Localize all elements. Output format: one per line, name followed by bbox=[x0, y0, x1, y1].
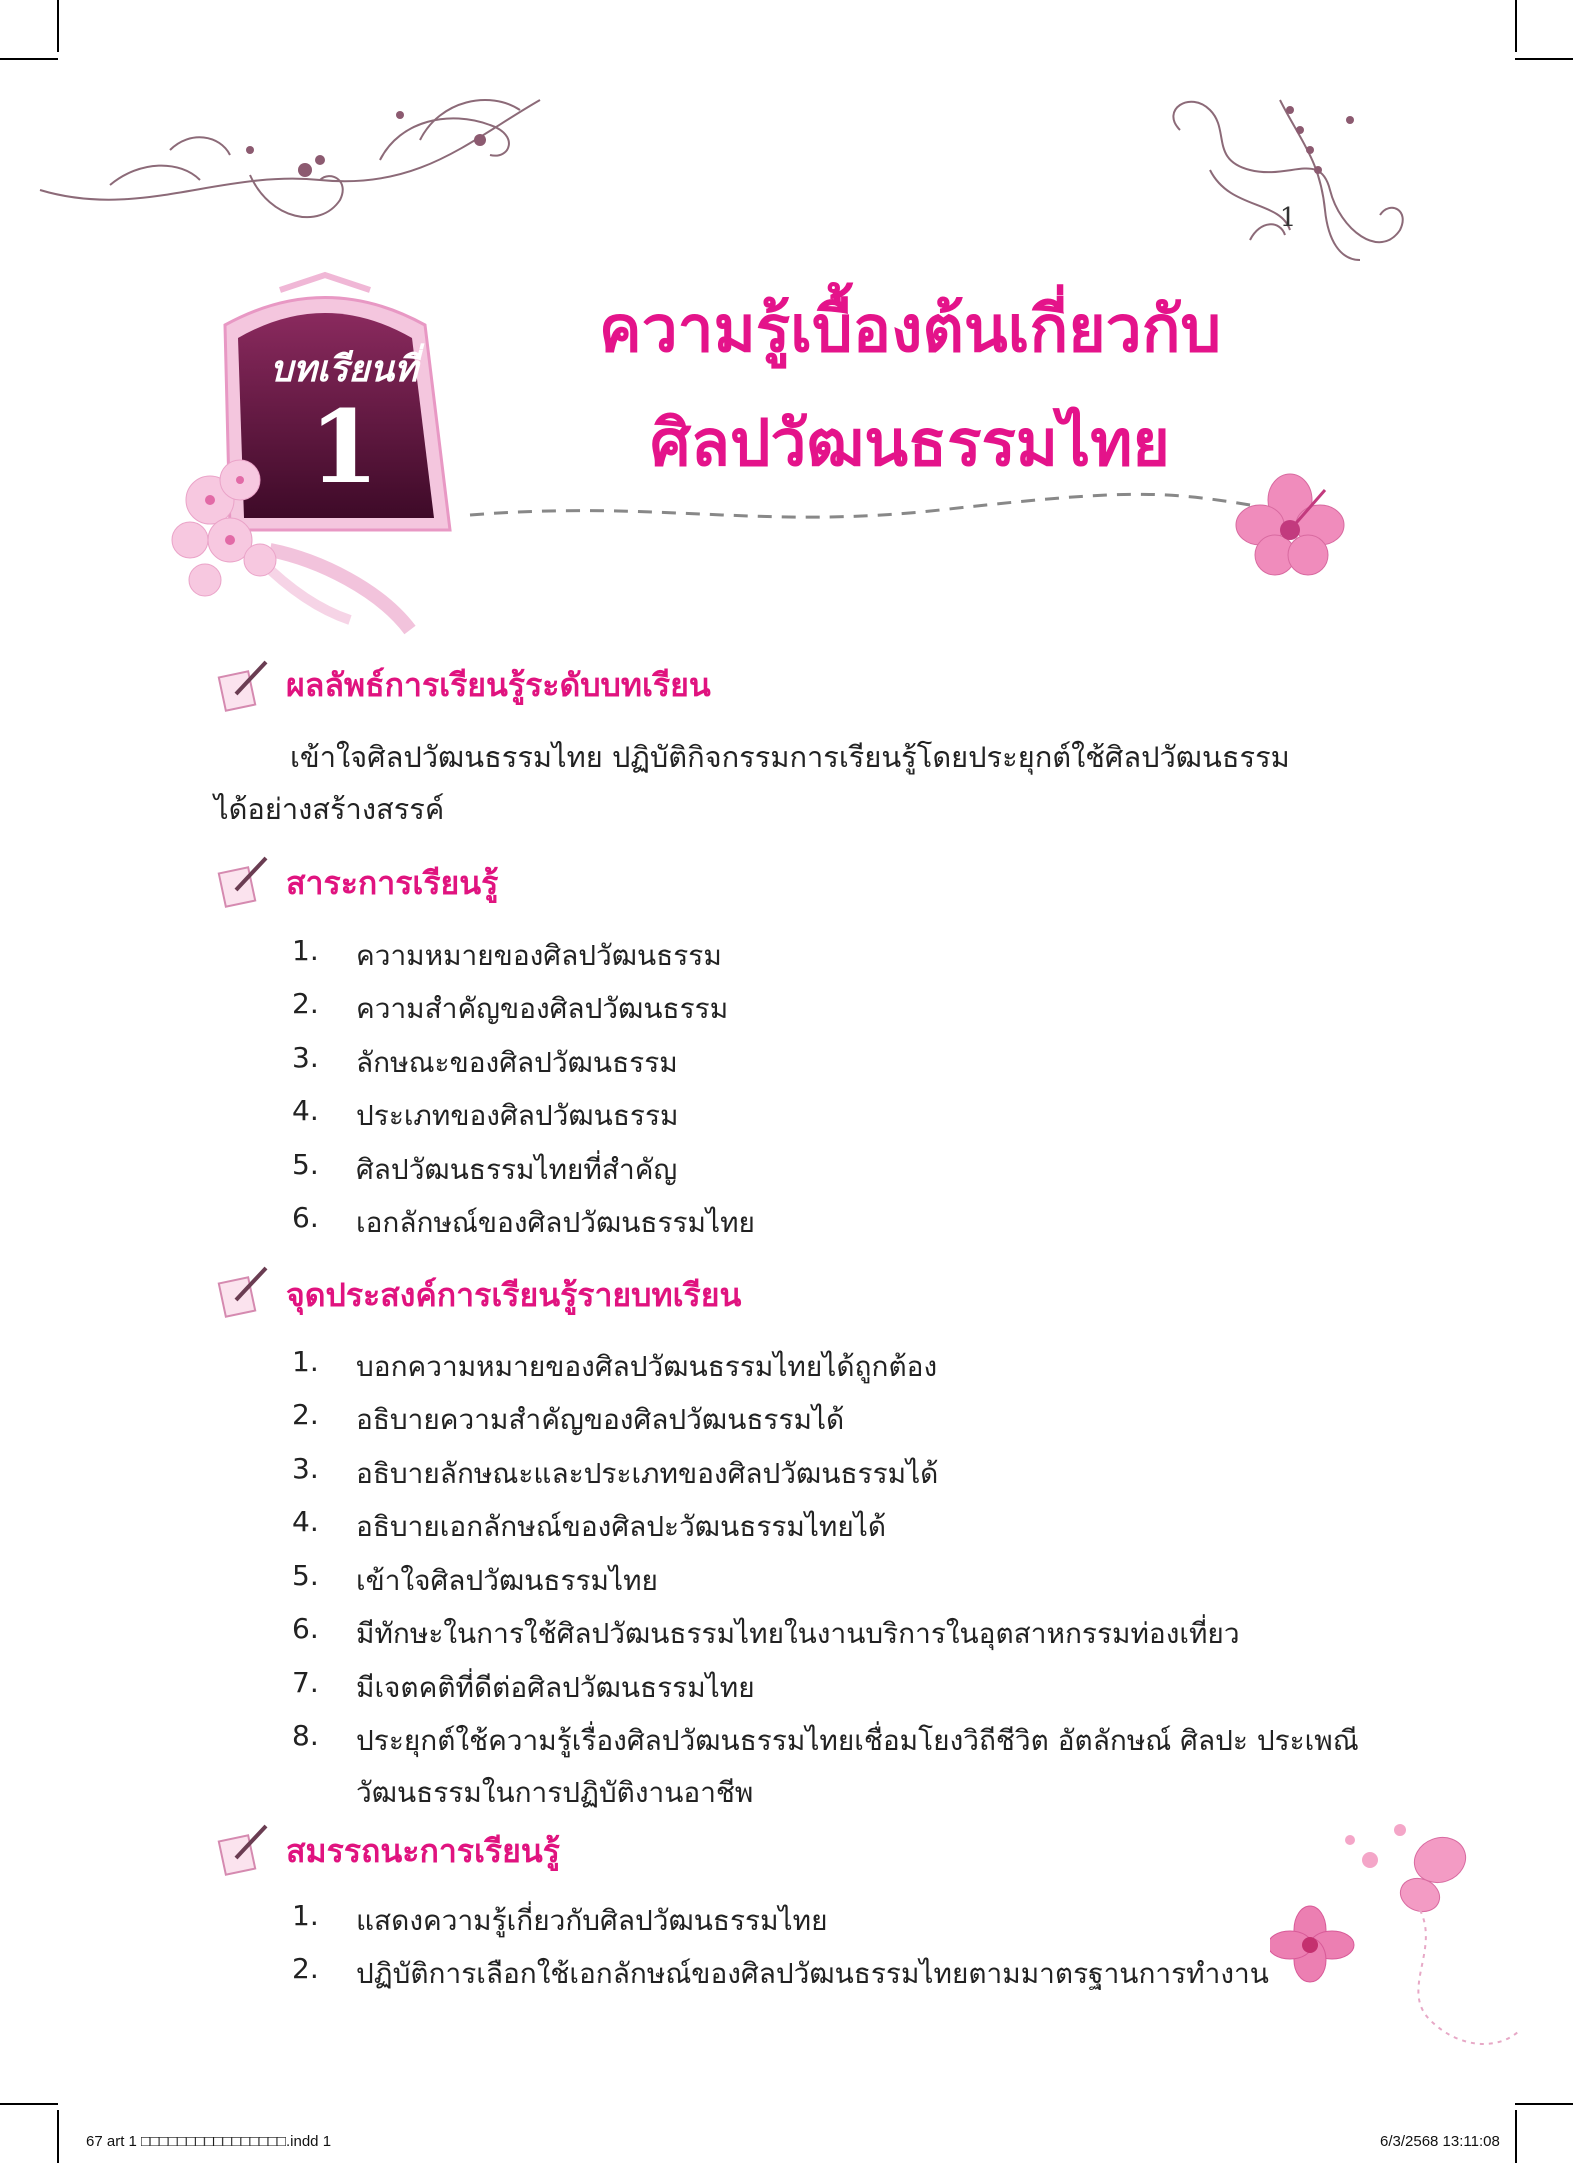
list-number: 8. bbox=[292, 1719, 319, 1752]
list-item: อธิบายเอกลักษณ์ของศิลปะวัฒนธรรมไทยได้ bbox=[356, 1510, 887, 1543]
list-item: มีเจตคติที่ดีต่อศิลปวัฒนธรรมไทย bbox=[356, 1671, 755, 1704]
list-number: 4. bbox=[292, 1094, 319, 1127]
section-heading-content: สาระการเรียนรู้ bbox=[286, 864, 499, 902]
page-number: 1 bbox=[1279, 203, 1297, 233]
chapter-title-line2: ศิลปวัฒนธรรมไทย bbox=[650, 407, 1170, 481]
list-number: 6. bbox=[292, 1201, 319, 1234]
pen-paper-icon bbox=[214, 852, 274, 912]
pen-paper-icon bbox=[214, 1820, 274, 1880]
list-item: ปฏิบัติการเลือกใช้เอกลักษณ์ของศิลปวัฒนธรรมไทยตามมาตรฐานการทำงาน bbox=[356, 1957, 1269, 1990]
dashed-divider bbox=[460, 470, 1260, 550]
list-item: ประเภทของศิลปวัฒนธรรม bbox=[356, 1099, 679, 1132]
list-item-continuation: วัฒนธรรมในการปฏิบัติงานอาชีพ bbox=[356, 1776, 754, 1809]
crop-mark bbox=[1515, 0, 1517, 52]
list-item: แสดงความรู้เกี่ยวกับศิลปวัฒนธรรมไทย bbox=[356, 1904, 828, 1937]
crop-mark bbox=[57, 0, 59, 52]
chapter-title-line1: ความรู้เบื้องต้นเกี่ยวกับ bbox=[598, 293, 1222, 367]
flower-icon bbox=[1230, 470, 1350, 580]
list-number: 5. bbox=[292, 1559, 319, 1592]
list-item: เอกลักษณ์ของศิลปวัฒนธรรมไทย bbox=[356, 1206, 755, 1239]
pen-paper-icon bbox=[214, 1262, 274, 1322]
list-number: 1. bbox=[292, 1899, 319, 1932]
list-number: 4. bbox=[292, 1505, 319, 1538]
list-item: อธิบายลักษณะและประเภทของศิลปวัฒนธรรมได้ bbox=[356, 1457, 939, 1490]
outcomes-paragraph-line2: ได้อย่างสร้างสรรค์ bbox=[214, 792, 445, 826]
butterfly-icon bbox=[1270, 1800, 1530, 2080]
crop-mark bbox=[57, 2110, 59, 2163]
list-number: 3. bbox=[292, 1452, 319, 1485]
list-item: ประยุกต์ใช้ความรู้เรื่องศิลปวัฒนธรรมไทยเชื่อมโยงวิถีชีวิต อัตลักษณ์ ศิลปะ ประเพณี bbox=[356, 1724, 1359, 1757]
section-heading-objectives: จุดประสงค์การเรียนรู้รายบทเรียน bbox=[286, 1276, 742, 1314]
list-number: 6. bbox=[292, 1612, 319, 1645]
list-number: 2. bbox=[292, 987, 319, 1020]
footer-timestamp: 6/3/2568 13:11:08 bbox=[1380, 2133, 1500, 2150]
chapter-label: บทเรียนที่ bbox=[270, 349, 418, 390]
list-number: 2. bbox=[292, 1398, 319, 1431]
crop-mark bbox=[1515, 2110, 1517, 2163]
list-item: บอกความหมายของศิลปวัฒนธรรมไทยได้ถูกต้อง bbox=[356, 1350, 938, 1383]
list-item: ลักษณะของศิลปวัฒนธรรม bbox=[356, 1046, 678, 1079]
pen-paper-icon bbox=[214, 656, 274, 716]
section-heading-outcomes: ผลลัพธ์การเรียนรู้ระดับบทเรียน bbox=[286, 666, 711, 704]
crop-mark bbox=[0, 58, 58, 60]
list-item: มีทักษะในการใช้ศิลปวัฒนธรรมไทยในงานบริการในอุตสาหกรรมท่องเที่ยว bbox=[356, 1617, 1240, 1650]
list-item: ความหมายของศิลปวัฒนธรรม bbox=[356, 939, 722, 972]
list-number: 5. bbox=[292, 1148, 319, 1181]
list-item: อธิบายความสำคัญของศิลปวัฒนธรรมได้ bbox=[356, 1403, 845, 1436]
swirl-ornament-icon bbox=[1150, 90, 1420, 270]
list-number: 7. bbox=[292, 1666, 319, 1699]
chapter-number: 1 bbox=[309, 388, 379, 506]
list-number: 1. bbox=[292, 1345, 319, 1378]
swirl-ornament-icon bbox=[20, 80, 560, 240]
crop-mark bbox=[1515, 2103, 1573, 2105]
list-number: 2. bbox=[292, 1952, 319, 1985]
list-item: เข้าใจศิลปวัฒนธรรมไทย bbox=[356, 1564, 658, 1597]
section-heading-competencies: สมรรถนะการเรียนรู้ bbox=[286, 1832, 560, 1870]
outcomes-paragraph-line1: เข้าใจศิลปวัฒนธรรมไทย ปฏิบัติกิจกรรมการเรียนรู้โดยประยุกต์ใช้ศิลปวัฒนธรรม bbox=[290, 740, 1290, 774]
list-number: 3. bbox=[292, 1041, 319, 1074]
crop-mark bbox=[1515, 58, 1573, 60]
list-number: 1. bbox=[292, 934, 319, 967]
footer-file-info: 67 art 1 □□□□□□□□□□□□□□□□.indd 1 bbox=[86, 2133, 332, 2150]
crop-mark bbox=[0, 2103, 58, 2105]
list-item: ศิลปวัฒนธรรมไทยที่สำคัญ bbox=[356, 1153, 678, 1186]
list-item: ความสำคัญของศิลปวัฒนธรรม bbox=[356, 992, 729, 1025]
